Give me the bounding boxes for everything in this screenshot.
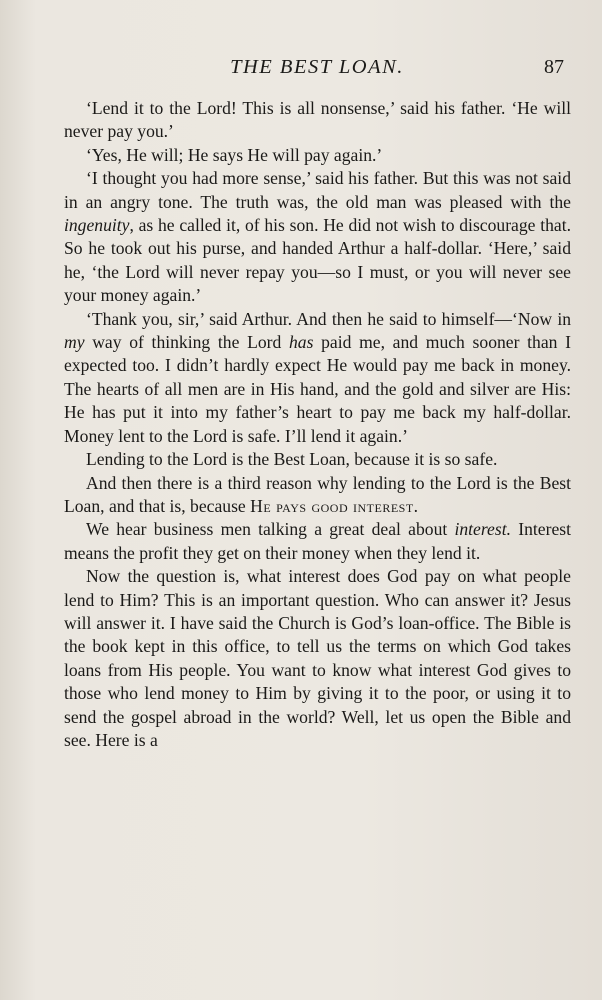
paragraph-4-text-a: ‘Thank you, sir,’ said Arthur. And then he said to himself—‘Now in — [86, 308, 571, 329]
paragraph-6-text: And then there is a third reason why lending to the Lord is the Best Loan, and that is, because — [64, 472, 571, 516]
page-number: 87 — [544, 56, 564, 78]
paragraph-3-text-a: ‘I thought you had more sense,’ said his father. But this was not said in an angry tone. The truth was, the old man was pleased with the — [64, 168, 571, 212]
paragraph-8: Now the question is, what interest does God pay on what people lend to Him? This is an important question. Who can answer it? Jesus will answer it. I have said the Church is God’s loan-office. The Bible is the book kept in this office, to tell us the terms on which God takes loans from His people. You want to know what interest God gives to those who lend money to Him by giving it to the poor, or using it to send the gospel abroad in the world? Well, let us open the Bible and see. Here is a — [64, 566, 571, 750]
paragraph-6 — [64, 472, 571, 519]
emphasis-interest: interest. — [454, 519, 512, 540]
paragraph-7-text-b: Interest means the profit they get on their money when they lend it. — [64, 519, 571, 563]
paragraph-1: ‘Lend it to the Lord! This is all nonsense,’ said his father. ‘He will never pay you.’ — [64, 98, 571, 142]
paragraph-3 — [64, 167, 571, 307]
paragraph-7-text-a: We hear business men talking a great deal about — [86, 519, 455, 540]
paragraph-4 — [64, 308, 571, 448]
paragraph-2: ‘Yes, He will; He says He will pay again.’ — [86, 144, 383, 165]
paragraph-7 — [64, 518, 571, 565]
emphasis-my: my — [64, 332, 85, 353]
small-caps-phrase: He pays good interest. — [250, 495, 419, 516]
emphasis-has: has — [288, 332, 314, 353]
paragraph-4-text-b: way of thinking the Lord — [84, 332, 289, 353]
emphasis-ingenuity: ingenuity — [64, 215, 130, 236]
page-body — [64, 97, 571, 752]
paragraph-4-text-c: paid me, and much sooner than I expected too. I didn’t hardly expect He would pay me back in money. The hearts of all men are in His hand, and the gold and silver are His: He has put it into my father’s heart to pay me back my half-dollar. Money lent to the Lord is safe. I’ll lend it again.’ — [64, 332, 571, 446]
paragraph-5: Lending to the Lord is the Best Loan, because it is so safe. — [86, 449, 498, 470]
paragraph-3-text-b: , as he called it, of his son. He did not wish to discourage that. So he took out his purse, and handed Arthur a half-dollar. ‘Here,’ said he, ‘the Lord will never repay you—so I must, or you will never see your money again.’ — [64, 215, 571, 306]
page-header — [64, 54, 570, 90]
running-title: THE BEST LOAN. — [230, 56, 404, 78]
